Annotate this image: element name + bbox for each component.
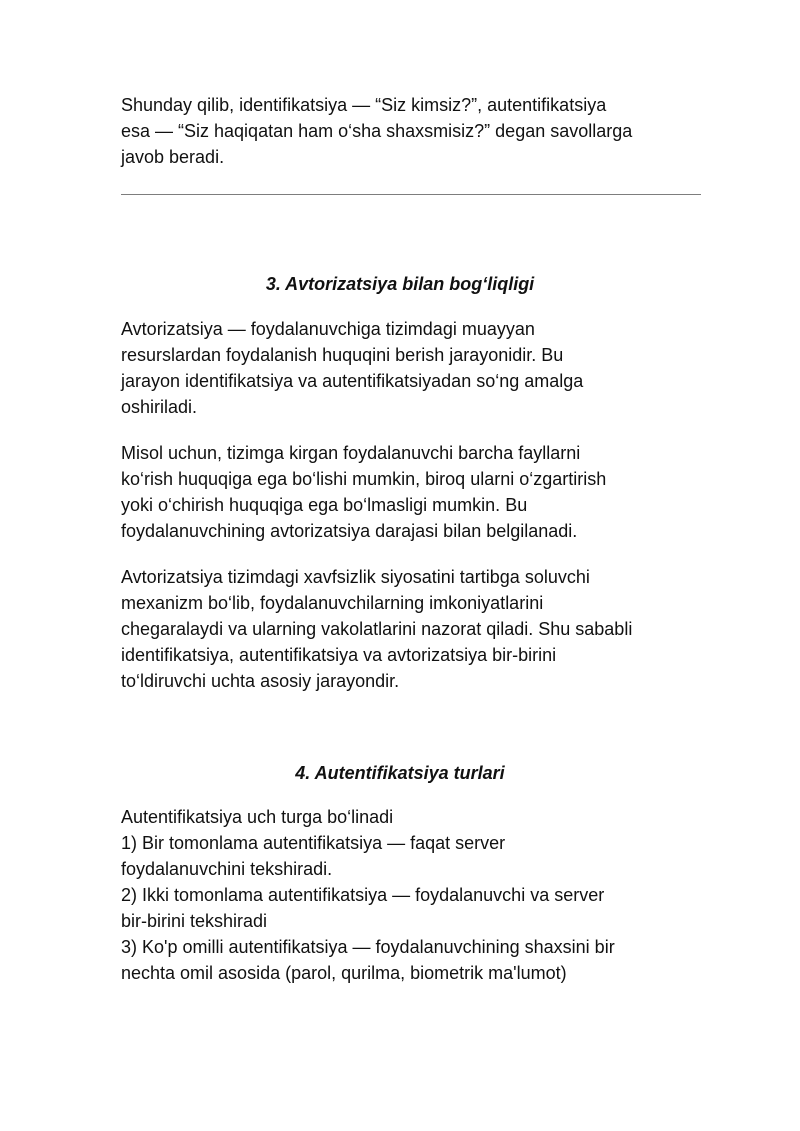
text-line: yoki o‘chirish huquqiga ega bo‘lmasligi mumkin. Bu [121,495,528,515]
text-line: chegaralaydi va ularning vakolatlarini nazorat qiladi. Shu sababli [121,619,633,639]
list-item: 3) Ko'p omilli autentifikatsiya — foydalanuvchining shaxsini bir [121,937,615,957]
intro-paragraph [121,92,686,170]
text-line: foydalanuvchining avtorizatsiya darajasi bilan belgilanadi. [121,521,578,541]
text-line: ko‘rish huquqiga ega bo‘lishi mumkin, biroq ularni o‘zgartirish [121,469,607,489]
text-line: to‘ldiruvchi uchta asosiy jarayondir. [121,671,400,691]
text-line: esa — “Siz haqiqatan ham o‘sha shaxsmisiz?” degan savollarga [121,121,633,141]
section-3-heading: 3. Avtorizatsiya bilan bog‘liqligi [265,274,535,294]
text-line: nechta omil asosida (parol, qurilma, biometrik ma'lumot) [121,963,567,983]
section-3-paragraph-3 [121,564,686,694]
section-4-heading: 4. Autentifikatsiya turlari [295,763,505,783]
text-line: Autentifikatsiya uch turga bo‘linadi [121,807,394,827]
text-line: identifikatsiya, autentifikatsiya va avtorizatsiya bir-birini [121,645,557,665]
text-line: Shunday qilib, identifikatsiya — “Siz kimsiz?”, autentifikatsiya [121,95,607,115]
list-item: 2) Ikki tomonlama autentifikatsiya — foydalanuvchi va server [121,885,605,905]
section-4-list [121,804,686,986]
text-line: Avtorizatsiya tizimdagi xavfsizlik siyosatini tartibga soluvchi [121,567,590,587]
text-line: mexanizm bo‘lib, foydalanuvchilarning imkoniyatlarini [121,593,544,613]
text-line: Avtorizatsiya — foydalanuvchiga tizimdagi muayyan [121,319,535,339]
text-line: bir-birini tekshiradi [121,911,268,931]
text-line: resurslardan foydalanish huquqini berish jarayonidir. Bu [121,345,564,365]
horizontal-divider [121,194,701,195]
list-item: 1) Bir tomonlama autentifikatsiya — faqat server [121,833,506,853]
text-line: javob beradi. [121,147,225,167]
section-3-paragraph-1 [121,316,686,420]
section-3-paragraph-2 [121,440,686,544]
text-line: foydalanuvchini tekshiradi. [121,859,333,879]
text-line: oshiriladi. [121,397,198,417]
text-line: Misol uchun, tizimga kirgan foydalanuvchi barcha fayllarni [121,443,581,463]
text-line: jarayon identifikatsiya va autentifikatsiyadan so‘ng amalga [121,371,584,391]
